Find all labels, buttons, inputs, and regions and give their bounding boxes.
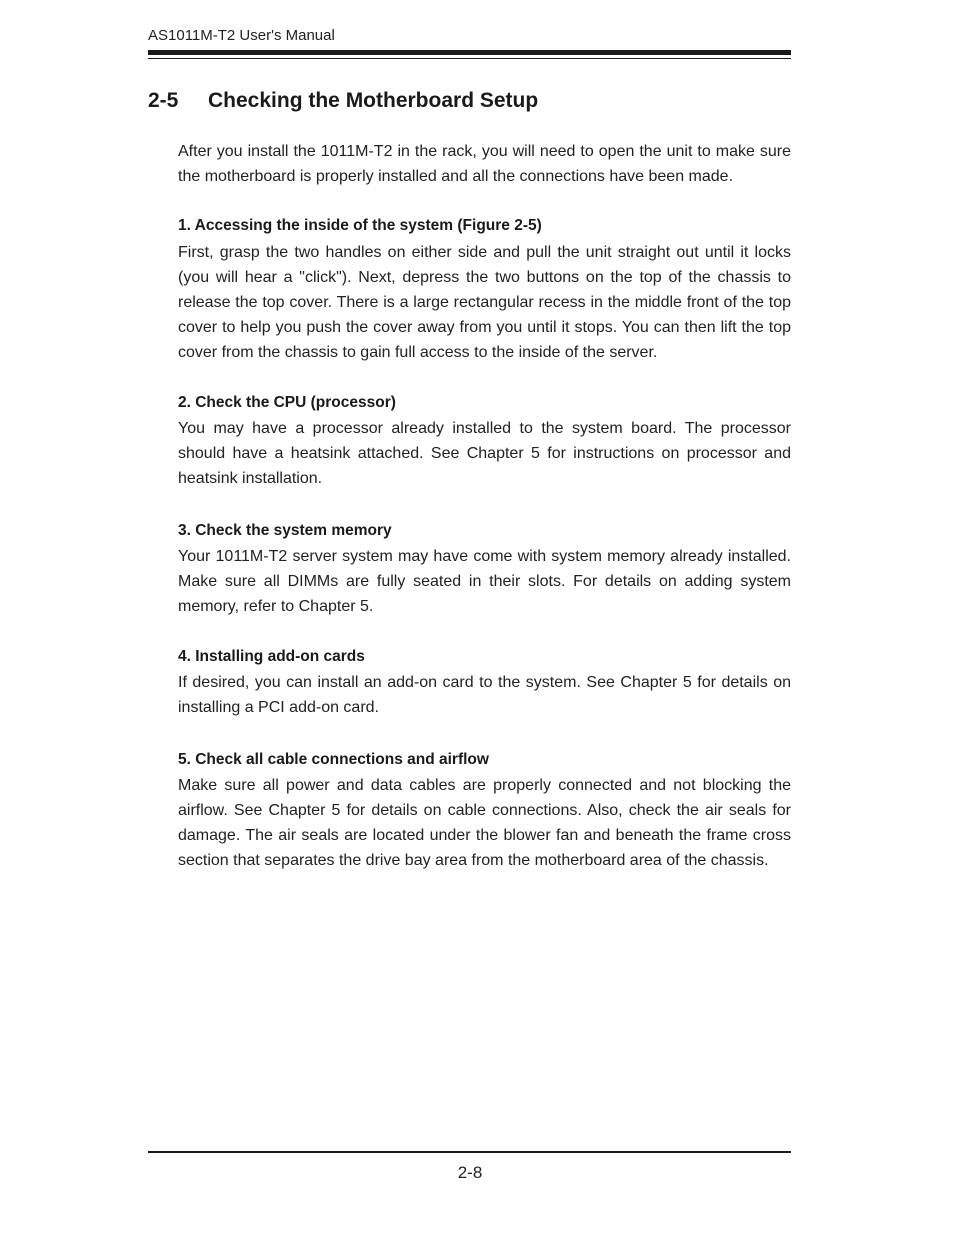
section-intro xyxy=(178,139,791,189)
step-4-paragraph: If desired, you can install an add-on card to the system. See Chapter 5 for details on installing a PCI add-on card. xyxy=(178,674,791,716)
footer-rule xyxy=(148,1151,791,1153)
step-2-heading: 2. Check the CPU (processor) xyxy=(178,394,396,411)
step-1-paragraph: First, grasp the two handles on either side and pull the unit straight out until it locks (you will hear a "click"). Next, depress the two buttons on the top of the chassis to release the top cover. There is a large rectangular recess in the middle front of the top cover to help you push the cover away from you until it stops. You can then lift the top cover from the chassis to gain full access to the inside of the server. xyxy=(178,244,791,361)
page-number: 2-8 xyxy=(457,1163,483,1182)
step-4-body xyxy=(178,670,791,720)
section-title xyxy=(148,89,538,113)
intro-paragraph: After you install the 1011M-T2 in the rack, you will need to open the unit to make sure the motherboard is properly installed and all the connections have been made. xyxy=(178,143,791,185)
section-number: 2-5 xyxy=(148,89,179,112)
step-2-paragraph: You may have a processor already installed to the system board. The processor should have a heatsink attached. See Chapter 5 for instructions on processor and heatsink installation. xyxy=(178,420,791,487)
step-3-paragraph: Your 1011M-T2 server system may have come with system memory already installed. Make sure all DIMMs are fully seated in their slots. For details on adding system memory, refer to Chapter 5. xyxy=(178,548,791,615)
step-3-body xyxy=(178,544,791,619)
running-header: AS1011M-T2 User's Manual xyxy=(148,27,335,44)
section-title-text: Checking the Motherboard Setup xyxy=(208,89,539,112)
step-5-heading: 5. Check all cable connections and airflow xyxy=(178,751,489,768)
step-4-heading: 4. Installing add-on cards xyxy=(178,648,365,665)
step-3-heading: 3. Check the system memory xyxy=(178,522,392,539)
step-1-body xyxy=(178,240,791,365)
step-5-paragraph: Make sure all power and data cables are properly connected and not blocking the airflow. See Chapter 5 for details on cable connections. Also, check the air seals for damage. The air seals are located under the blower fan and beneath the frame cross section that separates the drive bay area from the motherboard area of the chassis. xyxy=(178,777,791,869)
step-2-body xyxy=(178,416,791,491)
step-5-body xyxy=(178,773,791,873)
step-1-heading: 1. Accessing the inside of the system (Figure 2-5) xyxy=(178,217,542,234)
header-rule-thick xyxy=(148,50,791,55)
header-rule-thin xyxy=(148,58,791,59)
